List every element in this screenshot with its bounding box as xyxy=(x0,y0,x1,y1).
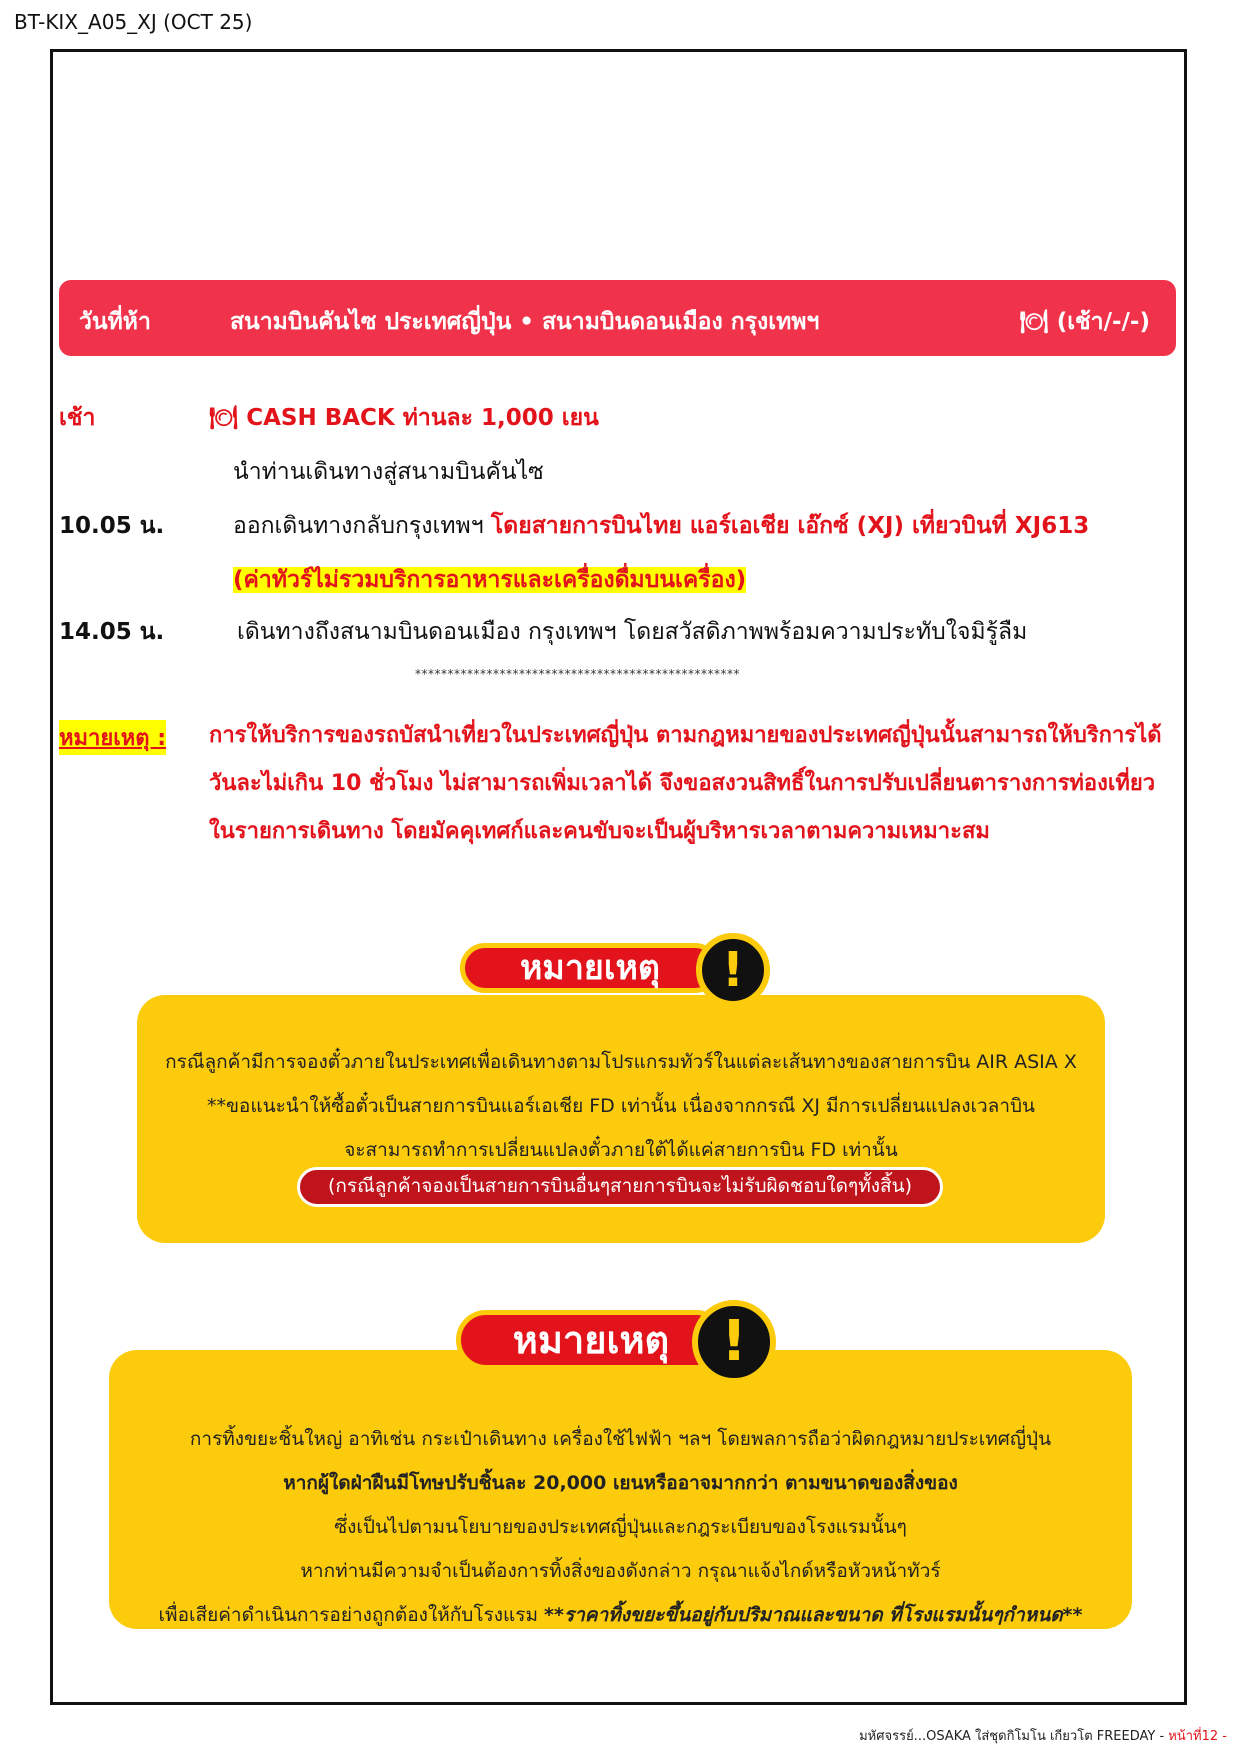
meals-label: (เช้า/-/-) xyxy=(1056,309,1150,335)
notice2-banner xyxy=(456,1300,776,1380)
separator: ************************************************** xyxy=(415,667,740,681)
notice1-banner xyxy=(460,933,770,1003)
notice2-line2: หากผู้ใดฝ่าฝืนมีโทษปรับชิ้นละ 20,000 เยนหรืออาจมากกว่า ตามขนาดของสิ่งของ xyxy=(283,1472,958,1494)
notice2-line5-text: เพื่อเสียค่าดำเนินการอย่างถูกต้องให้กับโรงแรม xyxy=(158,1604,538,1626)
transfer-text: นำท่านเดินทางสู่สนามบินคันไซ xyxy=(233,459,544,485)
notice-box-flights xyxy=(137,995,1105,1243)
meal-icon: 🍽 xyxy=(1019,309,1049,335)
notice2-line5-emphasis: **ราคาทิ้งขยะขึ้นอยู่กับปริมาณและขนาด ที่โรงแรมนั้นๆกำหนด** xyxy=(544,1604,1083,1626)
notice1-line2: **ขอแนะนำให้ซื้อตั๋วเป็นสายการบินแอร์เอเชีย FD เท่านั้น เนื่องจากกรณี XJ มีการเปลี่ยนแปลงเวลาบิน xyxy=(206,1095,1036,1117)
notice2-line4: หากท่านมีความจำเป็นต้องการทิ้งสิ่งของดังกล่าว กรุณาแจ้งไกด์หรือหัวหน้าทัวร์ xyxy=(300,1560,941,1582)
page-footer xyxy=(859,1725,1227,1746)
notice2-title: หมายเหตุ xyxy=(456,1310,726,1370)
cashback-line xyxy=(209,400,599,436)
remark-label: หมายเหตุ : xyxy=(59,720,166,755)
footer-title: มหัศจรรย์...OSAKA ใส่ชุดกิโมโน เกียวโต FREEDAY - xyxy=(859,1729,1165,1744)
notice1-warning-pill: (กรณีลูกค้าจองเป็นสายการบินอื่นๆสายการบินจะไม่รับผิดชอบใดๆทั้งสิ้น) xyxy=(297,1167,943,1207)
notice2-line5 xyxy=(109,1600,1132,1630)
notice2-line3: ซึ่งเป็นไปตามนโยบายของประเทศญี่ปุ่นและกฎระเบียบของโรงแรมนั้นๆ xyxy=(334,1516,907,1538)
day-header-bar xyxy=(59,280,1176,356)
page-number: หน้าที่12 - xyxy=(1168,1729,1227,1744)
notice2-line1: การทิ้งขยะชิ้นใหญ่ อาทิเช่น กระเป๋าเดินทาง เครื่องใช้ไฟฟ้า ฯลฯ โดยพลการถือว่าผิดกฎหมายประเทศญี่ปุ่น xyxy=(189,1428,1052,1450)
arrive-text: เดินทางถึงสนามบินดอนเมือง กรุงเทพฯ โดยสวัสดิภาพพร้อมความประทับใจมิรู้ลืม xyxy=(237,619,1028,645)
exclamation-icon: ! xyxy=(696,933,770,1007)
arrive-time: 14.05 น. xyxy=(59,619,165,645)
no-meal-note-text: (ค่าทัวร์ไม่รวมบริการอาหารและเครื่องดื่มบนเครื่อง) xyxy=(233,567,747,593)
remark-text: การให้บริการของรถบัสนำเที่ยวในประเทศญี่ปุ่น ตามกฎหมายของประเทศญี่ปุ่นนั้นสามารถให้บริการได้วันละไม่เกิน 10 ชั่วโมง ไม่สามารถเพิ่มเวลาได้ จึงขอสงวนสิทธิ์ในการปรับเปลี่ยนตารางการท่องเที่ยวในรายการเดินทาง โดยมัคคุเทศก์และคนขับจะเป็นผู้บริหารเวลาตามความเหมาะสม xyxy=(209,723,1162,844)
document-code: BT-KIX_A05_XJ (OCT 25) xyxy=(14,10,253,34)
no-meal-note xyxy=(233,562,746,598)
notice-box-garbage xyxy=(109,1350,1132,1629)
notice1-line1: กรณีลูกค้ามีการจองตั๋วภายในประเทศเพื่อเดินทางตามโปรแกรมทัวร์ในแต่ละเส้นทางของสายการบิน AIR ASIA X xyxy=(165,1051,1077,1073)
notice1-title: หมายเหตุ xyxy=(460,943,720,993)
exclamation-icon: ! xyxy=(692,1300,776,1384)
meals-info xyxy=(1019,304,1150,340)
route-title: สนามบินคันไซ ประเทศญี่ปุ่น • สนามบินดอนเมือง กรุงเทพฯ xyxy=(230,309,820,335)
depart-time: 10.05 น. xyxy=(59,513,165,539)
flight-info: โดยสายการบินไทย แอร์เอเชีย เอ๊กซ์ (XJ) เที่ยวบินที่ XJ613 xyxy=(490,513,1090,539)
notice1-line3: จะสามารถทำการเปลี่ยนแปลงตั๋วภายใต้ได้แค่สายการบิน FD เท่านั้น xyxy=(344,1139,898,1161)
meal-icon: 🍽 xyxy=(209,405,239,431)
depart-text: ออกเดินทางกลับกรุงเทพฯ xyxy=(233,513,484,539)
cashback-text: CASH BACK ท่านละ 1,000 เยน xyxy=(246,405,599,431)
day-label: วันที่ห้า xyxy=(79,309,151,335)
depart-line xyxy=(233,508,1089,544)
morning-label: เช้า xyxy=(59,405,96,431)
